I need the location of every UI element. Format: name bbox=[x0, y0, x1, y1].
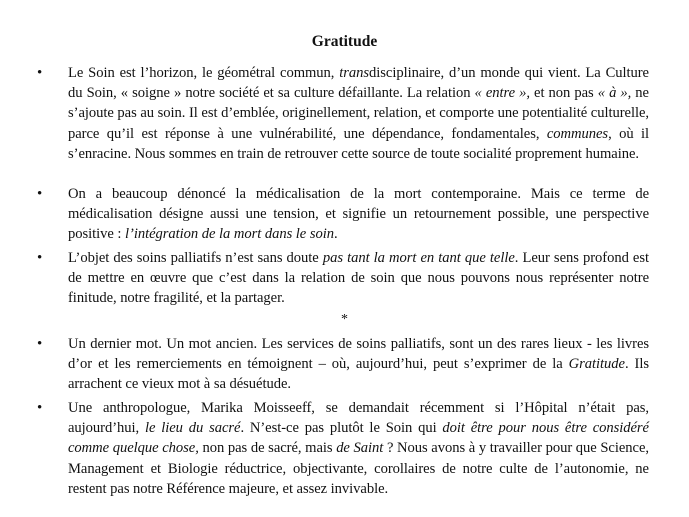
italic-text-segment: le lieu du sacré bbox=[144, 420, 241, 437]
bullet-item-5 bbox=[37, 398, 649, 499]
bullet-item-4 bbox=[37, 334, 649, 395]
bullet-text-4 bbox=[68, 334, 649, 395]
italic-text-segment: pas tant la mort en tant que telle bbox=[322, 250, 515, 266]
text-segment: . bbox=[333, 226, 338, 243]
bullet-marker: • bbox=[37, 65, 43, 81]
text-segment: ? Nous avons à y travailler pour que Science, Management et Biologie réductrice, objectivante, corollaires de notre culte de l’autonomie, ne restent pas notre Référence majeure, et assez invivable. bbox=[68, 440, 649, 497]
bullet-marker: • bbox=[37, 186, 43, 202]
italic-text-segment: Gratitude bbox=[568, 356, 625, 373]
bullet-text-2 bbox=[68, 184, 649, 245]
bullet-marker: • bbox=[37, 400, 43, 416]
italic-text-segment: « à », bbox=[597, 85, 632, 102]
bullet-item-2 bbox=[37, 184, 649, 245]
text-segment: Le Soin est l’horizon, le géométral commun, bbox=[68, 65, 340, 81]
section-separator: * bbox=[341, 312, 348, 327]
text-segment: Un dernier mot. Un mot ancien. Les services de soins palliatifs, sont un des rares lieux - les livres d’or et les remerciements en témoignent – où, aujourd’hui, peut s’exprimer de la bbox=[68, 336, 649, 373]
text-segment: . Leur sens profond est de mettre en œuvre que c’est dans la relation de soin que nous pouvons nous représenter notre finitude, notre fragilité, et la partager. bbox=[68, 250, 649, 307]
italic-text-segment: trans bbox=[339, 65, 370, 81]
text-segment: L’objet des soins palliatifs n’est sans doute bbox=[68, 250, 323, 266]
text-segment: ne s’ajoute pas au soin. Il est d’emblée, originellement, relation, et comporte une potentialité culturelle, parce qu’il est réponse à une vulnérabilité, une dépendance, fondamentales, bbox=[68, 85, 649, 142]
text-segment: , où il s’enracine. Nous sommes en train de retrouver cette source de toute socialité proprement humaine. bbox=[68, 125, 649, 162]
text-segment: . N’est-ce pas plutôt le Soin qui bbox=[240, 420, 443, 437]
italic-text-segment: de Saint bbox=[336, 440, 384, 457]
bullet-marker: • bbox=[37, 250, 43, 266]
text-segment: Une anthropologue, Marika Moisseeff, se demandait récemment si l’Hôpital n’était pas, aujourd’hui, bbox=[68, 400, 649, 437]
bullet-text-5 bbox=[68, 398, 649, 499]
text-segment: . Ils arrachent ce vieux mot à sa désuétude. bbox=[68, 356, 649, 393]
text-segment: On a beaucoup dénoncé la médicalisation de la mort contemporaine. Mais ce terme de médicalisation désigne aussi une tension, et signifie un retournement possible, une perspective positive : bbox=[68, 186, 649, 243]
italic-text-segment: l’intégration de la mort dans le soin bbox=[125, 226, 334, 243]
bullet-text-1 bbox=[68, 63, 649, 164]
bullet-marker: • bbox=[37, 336, 43, 352]
italic-text-segment: communes bbox=[546, 125, 609, 142]
italic-text-segment: « entre », bbox=[474, 85, 530, 102]
bullet-item-3 bbox=[37, 248, 649, 309]
text-segment: disciplinaire, d’un monde qui vient. La Culture du Soin, « soigne » notre société et sa culture défaillante. La relation bbox=[68, 65, 649, 102]
text-segment: et non pas bbox=[529, 85, 598, 102]
bullet-item-1 bbox=[37, 63, 649, 164]
document-title: Gratitude bbox=[311, 33, 378, 50]
text-segment: non pas de sacré, mais bbox=[198, 440, 337, 457]
bullet-text-3 bbox=[68, 248, 649, 309]
italic-text-segment: doit être pour nous être considéré comme quelque chose, bbox=[68, 420, 649, 457]
